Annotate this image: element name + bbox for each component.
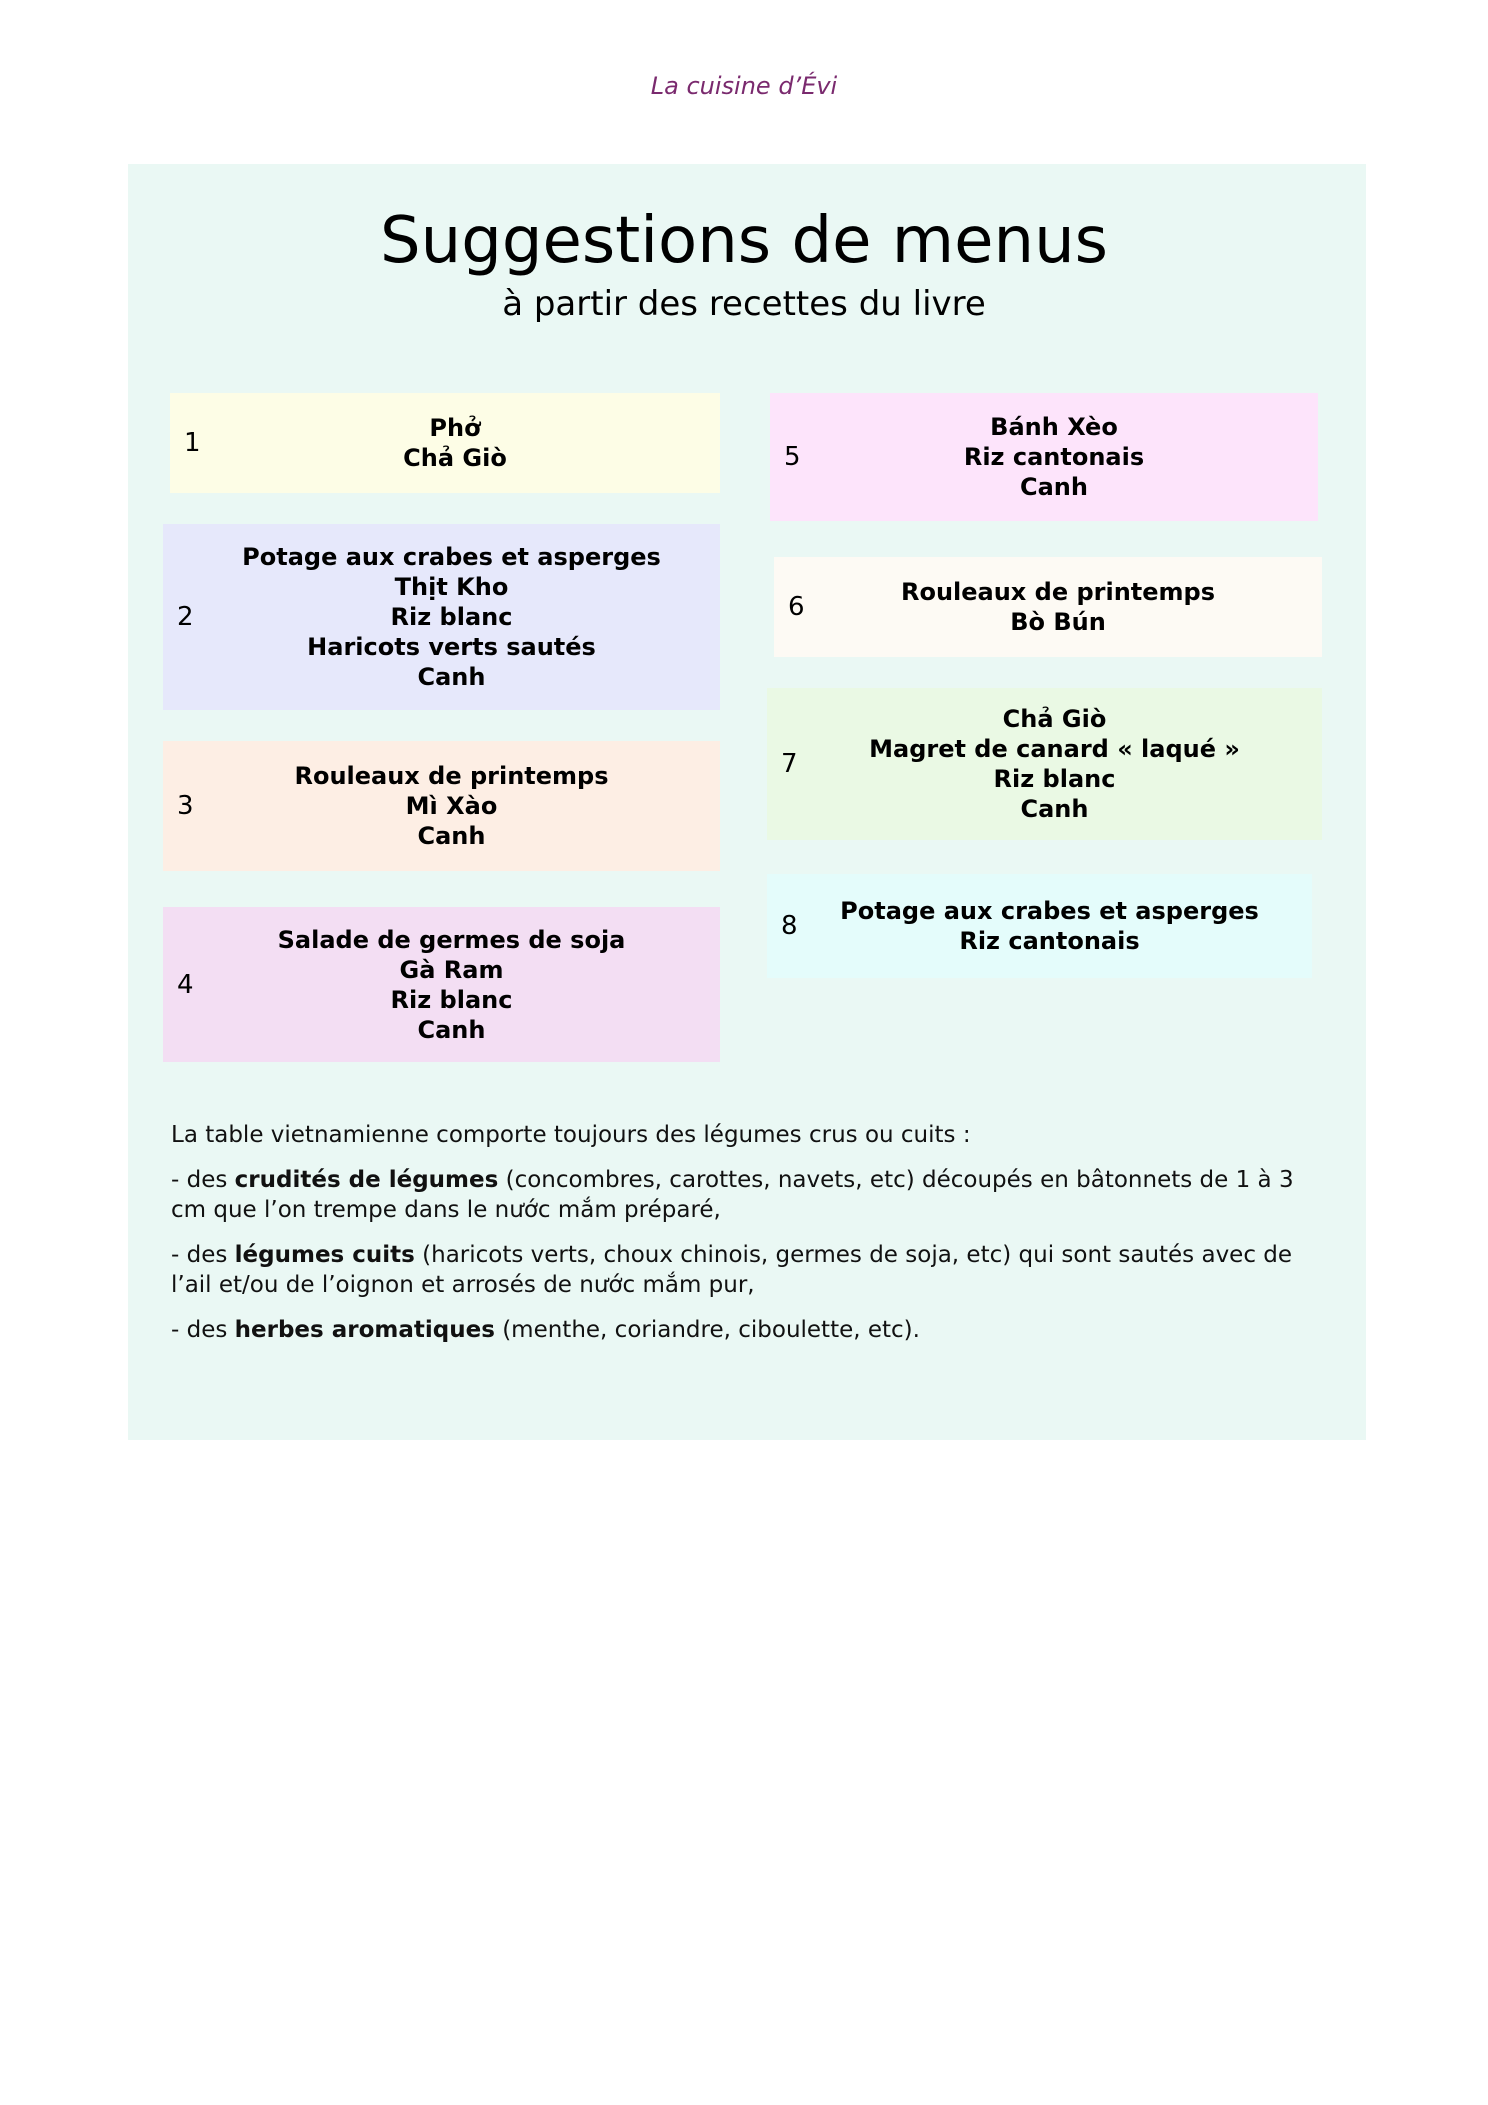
notes-item-prefix: - des — [171, 1317, 235, 1343]
menu-dish-list — [774, 577, 1322, 637]
menu-dish-list — [163, 761, 720, 851]
running-header: La cuisine d’Évi — [650, 72, 838, 100]
menu-dish-list — [767, 704, 1322, 824]
menu-card-1 — [170, 393, 720, 493]
menu-dish: Magret de canard « laqué » — [869, 735, 1240, 763]
menu-dish-list — [767, 896, 1312, 956]
menu-dish: Riz blanc — [390, 985, 513, 1014]
notes-item — [171, 1315, 1331, 1345]
menu-dish: Bò Bún — [1010, 608, 1106, 636]
menu-card-6 — [774, 557, 1322, 657]
menu-dish: Mì Xào — [405, 792, 498, 820]
notes-item-text: (concombres, carottes, navets, etc) découpés en bâtonnets de 1 à 3 cm que l’on trempe dans le nước mắm préparé, — [171, 1167, 1294, 1223]
notes-item-keyword: crudités de légumes — [234, 1167, 499, 1193]
menu-dish: Chả Giò — [403, 444, 507, 472]
menu-dish: Canh — [417, 663, 486, 691]
menu-dish: Rouleaux de printemps — [294, 762, 609, 790]
menu-number: 4 — [177, 969, 194, 1000]
menu-dish: Thịt Kho — [394, 573, 509, 601]
menu-number: 6 — [788, 592, 805, 622]
notes-item-text: (menthe, coriandre, ciboulette, etc). — [494, 1317, 920, 1343]
menu-dish-list — [770, 412, 1318, 502]
menu-card-8 — [767, 874, 1312, 978]
menu-dish: Canh — [417, 822, 486, 850]
notes-item-keyword: herbes aromatiques — [234, 1317, 495, 1343]
menu-card-7 — [767, 688, 1322, 840]
notes-item — [171, 1165, 1331, 1225]
menu-dish-list — [163, 542, 720, 692]
menu-dish: Chả Giò — [1002, 705, 1107, 733]
page-title: Suggestions de menus — [380, 204, 1108, 278]
menu-dish: Salade de germes de soja — [277, 925, 626, 954]
menu-dish: Riz blanc — [993, 765, 1116, 793]
menu-dish: Riz cantonais — [963, 443, 1145, 471]
page-subtitle: à partir des recettes du livre — [502, 284, 986, 324]
menu-dish: Riz cantonais — [959, 927, 1140, 955]
menu-number: 1 — [184, 428, 201, 458]
notes-item-text: (haricots verts, choux chinois, germes de soja, etc) qui sont sautés avec de l’ail et/ou de l’oignon et arrosés de nước mắm pur, — [171, 1242, 1293, 1298]
menu-card-3 — [163, 741, 720, 871]
menu-dish: Gà Ram — [399, 955, 504, 984]
menu-card-2 — [163, 524, 720, 710]
menu-dish: Potage aux crabes et asperges — [242, 543, 661, 571]
notes-item-prefix: - des — [171, 1242, 235, 1268]
menu-dish: Canh — [417, 1015, 486, 1044]
menu-dish: Rouleaux de printemps — [900, 578, 1216, 606]
menu-dish: Riz blanc — [390, 603, 513, 631]
menu-dish-list — [163, 925, 720, 1045]
menu-dish-list — [170, 413, 720, 473]
notes-item-keyword: légumes cuits — [234, 1242, 415, 1268]
menu-dish: Canh — [1020, 473, 1088, 501]
menu-number: 8 — [781, 911, 798, 941]
menu-dish: Phở — [429, 414, 481, 442]
notes-intro: La table vietnamienne comporte toujours des légumes crus ou cuits : — [171, 1122, 971, 1148]
notes-item — [171, 1240, 1331, 1300]
menu-dish: Potage aux crabes et asperges — [840, 897, 1259, 925]
menu-number: 5 — [784, 442, 801, 472]
menu-dish: Haricots verts sautés — [307, 633, 596, 661]
menu-dish: Canh — [1020, 795, 1089, 823]
notes-item-prefix: - des — [171, 1167, 235, 1193]
menu-number: 7 — [781, 749, 798, 779]
menu-dish: Bánh Xèo — [990, 413, 1118, 441]
menu-card-4 — [163, 907, 720, 1062]
menu-card-5 — [770, 393, 1318, 521]
menu-number: 3 — [177, 791, 194, 821]
menu-number: 2 — [177, 602, 194, 632]
